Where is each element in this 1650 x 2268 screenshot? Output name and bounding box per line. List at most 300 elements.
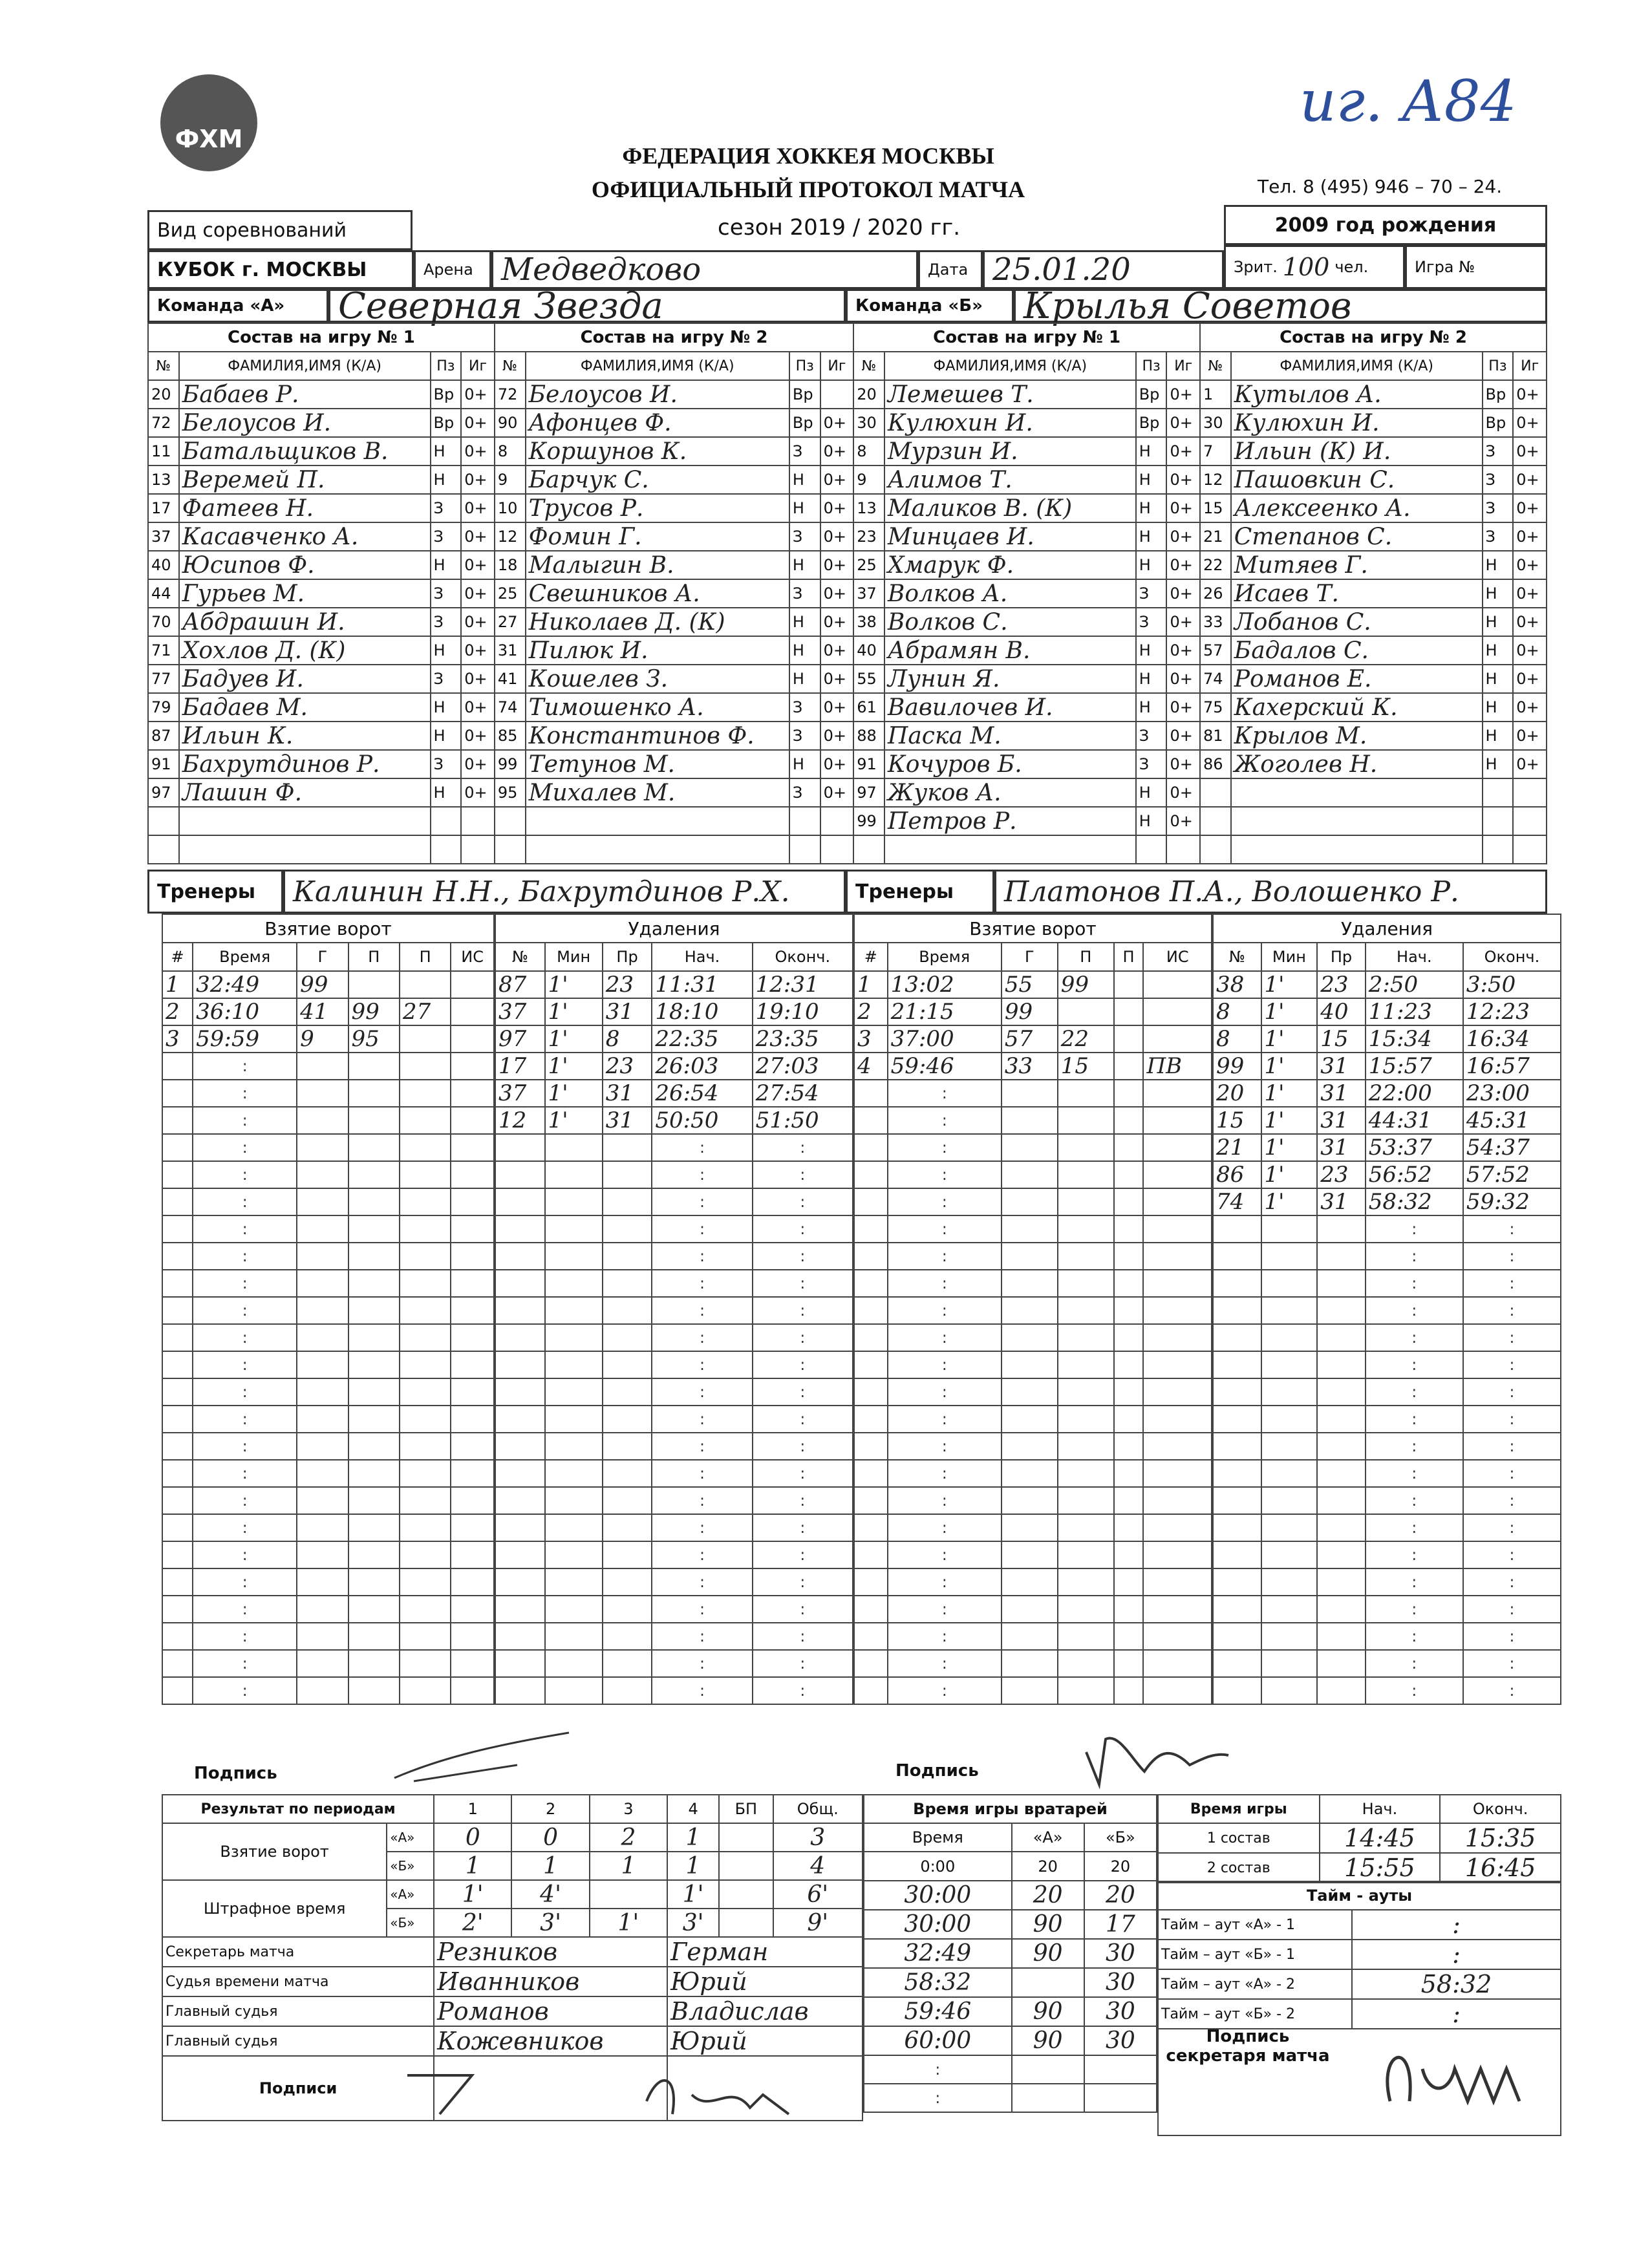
goals-b-cell	[854, 1161, 888, 1188]
goals-b-cell: :	[888, 1134, 1002, 1161]
roster-cell: 0+	[1513, 465, 1547, 494]
pens-b-cell	[1261, 1623, 1318, 1650]
goals-b-cell	[854, 1596, 888, 1623]
goals-a-row	[162, 1080, 494, 1107]
goals-b-cell: :	[888, 1677, 1002, 1704]
goals-b-cell	[1058, 1188, 1114, 1215]
pens-a-cell: 1'	[545, 1107, 603, 1134]
goals-b-cell	[854, 1297, 888, 1324]
roster-cell: 99	[495, 750, 526, 778]
gk-cell: 90	[1012, 1910, 1084, 1939]
pens-b-row	[1213, 1487, 1561, 1514]
pens-b-cell: 15:57	[1366, 1053, 1463, 1080]
pens-b-cell	[1261, 1677, 1318, 1704]
goals-b-cell	[854, 1460, 888, 1487]
pens-b-cell	[1213, 1677, 1261, 1704]
pens-a-cell: :	[753, 1677, 853, 1704]
pens-a-cell: :	[652, 1568, 752, 1596]
goals-a-cell	[348, 1378, 400, 1406]
goals-b-cell	[1058, 1433, 1114, 1460]
roster-cell: Михалев М.	[526, 778, 789, 807]
goals-b-cell	[1114, 1134, 1144, 1161]
roster-cell: Н	[789, 750, 820, 778]
period-value: 1	[667, 1823, 719, 1852]
roster-cell: Н	[1483, 579, 1514, 608]
pens-a-cell: :	[652, 1623, 752, 1650]
pens-b-cell: :	[1366, 1243, 1463, 1270]
roster-row	[148, 608, 1547, 636]
coaches-b-label: Тренеры	[846, 870, 994, 914]
pens-b-header-2: Пр	[1317, 943, 1366, 971]
goals-b-row	[854, 1596, 1212, 1623]
pens-a-cell	[603, 1623, 652, 1650]
roster-cell: З	[1136, 722, 1167, 750]
roster-cell: 33	[1200, 608, 1231, 636]
goals-a-cell	[348, 1514, 400, 1541]
period-header-0: 1	[434, 1795, 511, 1823]
pens-a-cell	[545, 1270, 603, 1297]
pens-a-cell: :	[652, 1650, 752, 1677]
goals-b-cell	[1002, 1568, 1058, 1596]
pens-b-cell	[1261, 1650, 1318, 1677]
goals-a-cell	[348, 1623, 400, 1650]
pens-b-cell	[1317, 1514, 1366, 1541]
pens-b-cell: 21	[1213, 1134, 1261, 1161]
roster-cell	[853, 835, 884, 864]
roster-cell: 22	[1200, 551, 1231, 579]
goals-a-cell	[348, 1188, 400, 1215]
roster-cell: 0+	[1166, 437, 1200, 465]
protocol-title: ОФИЦИАЛЬНЫЙ ПРОТОКОЛ МАТЧА	[591, 177, 1025, 202]
goals-a-cell	[348, 1243, 400, 1270]
pens-b-cell	[1317, 1215, 1366, 1243]
pens-b-cell: 2:50	[1366, 971, 1463, 998]
pens-a-row	[495, 1053, 853, 1080]
roster-cell: 91	[148, 750, 179, 778]
goals-a-cell	[162, 1677, 193, 1704]
roster-cell: Пилюк И.	[526, 636, 789, 665]
pens-b-cell	[1261, 1243, 1318, 1270]
pens-b-cell	[1261, 1596, 1318, 1623]
goals-a-row	[162, 1596, 494, 1623]
pens-a-row	[495, 1514, 853, 1541]
goals-a-cell: :	[193, 1297, 297, 1324]
roster-cell: Маликов В. (К)	[884, 494, 1136, 522]
goals-a-cell: 99	[297, 971, 348, 998]
pens-b-cell	[1317, 1270, 1366, 1297]
official-role: Секретарь матча	[162, 1937, 434, 1967]
goals-b-header-0: #	[854, 943, 888, 971]
goals-a-cell	[162, 1134, 193, 1161]
gk-cell: 20	[1012, 1881, 1084, 1910]
roster-cell: 7	[1200, 437, 1231, 465]
pens-b-cell: 11:23	[1366, 998, 1463, 1025]
goals-b-cell	[854, 1623, 888, 1650]
pens-a-cell	[603, 1324, 652, 1351]
pens-a-cell	[545, 1243, 603, 1270]
roster-cell: 0+	[461, 608, 495, 636]
roster-cell: 71	[148, 636, 179, 665]
goals-b-cell: :	[888, 1243, 1002, 1270]
goals-b-cell: 37:00	[888, 1025, 1002, 1053]
goals-b-cell	[1143, 1406, 1212, 1433]
goals-b-cell	[1143, 1324, 1212, 1351]
roster-cell: Волков А.	[884, 579, 1136, 608]
goals-b-cell	[854, 1080, 888, 1107]
timeout-label: Тайм – аут «Б» - 2	[1158, 1999, 1352, 2029]
goals-b-cell	[1114, 1324, 1144, 1351]
pens-b-row	[1213, 1433, 1561, 1460]
pens-b-cell: :	[1366, 1623, 1463, 1650]
goals-b-cell	[1058, 998, 1114, 1025]
roster-cell: Н	[1136, 665, 1167, 693]
goals-a-cell	[162, 1623, 193, 1650]
goals-b-cell	[1143, 1080, 1212, 1107]
roster-cell: Алимов Т.	[884, 465, 1136, 494]
goals-a-cell	[162, 1324, 193, 1351]
goals-b-cell: ПВ	[1143, 1053, 1212, 1080]
roster-cell	[1231, 778, 1483, 807]
penalties-a-table	[495, 914, 853, 1705]
pens-b-cell: 31	[1317, 1107, 1366, 1134]
goals-a-cell	[297, 1188, 348, 1215]
goals-a-cell	[451, 1053, 494, 1080]
gk-header-0: Время	[864, 1823, 1012, 1852]
pens-b-cell: :	[1366, 1406, 1463, 1433]
roster-row	[148, 807, 1547, 835]
period-value	[719, 1909, 773, 1937]
roster-cell	[1136, 835, 1167, 864]
roster-cell: Вр	[789, 380, 820, 409]
goals-b-cell	[1002, 1134, 1058, 1161]
pens-b-cell: :	[1463, 1596, 1561, 1623]
roster-cell	[820, 380, 854, 409]
official-role: Главный судья	[162, 2026, 434, 2056]
pens-b-cell: :	[1463, 1568, 1561, 1596]
team-b-label: Команда «Б»	[846, 289, 1014, 323]
goals-b-cell	[1143, 1514, 1212, 1541]
pens-a-row	[495, 1541, 853, 1568]
goals-b-cell	[1002, 1460, 1058, 1487]
goals-a-cell	[348, 1677, 400, 1704]
roster-cell: Афонцев Ф.	[526, 409, 789, 437]
goals-a-cell	[297, 1161, 348, 1188]
pens-a-cell	[495, 1487, 545, 1514]
gk-cell: 90	[1012, 2026, 1084, 2055]
pens-b-row	[1213, 1270, 1561, 1297]
pens-a-cell: 1'	[545, 1053, 603, 1080]
pens-a-row	[495, 1677, 853, 1704]
competition-label: Вид соревнований	[147, 210, 412, 250]
roster-cell: Н	[1483, 636, 1514, 665]
pens-a-cell: :	[753, 1650, 853, 1677]
roster-cell: Н	[431, 437, 462, 465]
goals-b-row	[854, 1514, 1212, 1541]
birth-year: 2009 год рождения	[1224, 205, 1547, 245]
pens-a-cell: 23	[603, 971, 652, 998]
pens-a-title: Удаления	[495, 914, 853, 943]
pens-b-cell: :	[1366, 1514, 1463, 1541]
goals-a-cell: :	[193, 1324, 297, 1351]
pens-a-cell	[603, 1270, 652, 1297]
goals-b-cell: 13:02	[888, 971, 1002, 998]
goals-a-cell	[348, 1053, 400, 1080]
goals-a-cell: :	[193, 1596, 297, 1623]
goals-b-row	[854, 1080, 1212, 1107]
pens-b-cell: 38	[1213, 971, 1261, 998]
goals-a-cell	[297, 1568, 348, 1596]
goals-a-cell	[451, 1677, 494, 1704]
goals-a-row	[162, 1541, 494, 1568]
roster-cell: Вр	[789, 409, 820, 437]
goals-b-cell	[1114, 1433, 1144, 1460]
gk-cell: 58:32	[864, 1968, 1012, 1997]
pens-b-cell: :	[1463, 1406, 1561, 1433]
roster-cell	[1513, 835, 1547, 864]
goals-a-cell	[400, 1215, 451, 1243]
roster-cell: З	[1136, 750, 1167, 778]
roster-cell: 37	[148, 522, 179, 551]
goals-b-row	[854, 971, 1212, 998]
goals-b-cell: :	[888, 1514, 1002, 1541]
pens-b-header-3: Нач.	[1366, 943, 1463, 971]
roster-cell	[148, 807, 179, 835]
pens-b-cell: :	[1463, 1378, 1561, 1406]
pens-a-cell	[603, 1487, 652, 1514]
pens-b-row	[1213, 1460, 1561, 1487]
pens-a-cell: :	[753, 1161, 853, 1188]
game-time-table	[1157, 1794, 1561, 1883]
roster-cell: Жоголев Н.	[1231, 750, 1483, 778]
pens-b-cell: :	[1366, 1351, 1463, 1378]
pens-a-cell: :	[652, 1297, 752, 1324]
roster-cell: 0+	[1166, 636, 1200, 665]
goals-a-title: Взятие ворот	[162, 914, 494, 943]
roster-cell: Лемешев Т.	[884, 380, 1136, 409]
federation-logo: ФХМ	[160, 74, 257, 171]
goals-b-cell	[1114, 1025, 1144, 1053]
roster-header-2-2: ФАМИЛИЯ,ИМЯ (К/А)	[526, 352, 789, 380]
goals-b-row	[854, 1623, 1212, 1650]
goals-a-cell: 59:59	[193, 1025, 297, 1053]
roster-cell: 0+	[461, 551, 495, 579]
goals-b-title: Взятие ворот	[854, 914, 1212, 943]
pens-b-cell	[1213, 1433, 1261, 1460]
goals-a-cell	[348, 1650, 400, 1677]
roster-cell	[148, 835, 179, 864]
roster-cell	[789, 807, 820, 835]
pens-a-cell: 27:03	[753, 1053, 853, 1080]
roster-cell: 23	[853, 522, 884, 551]
goals-a-cell	[451, 1406, 494, 1433]
goals-a-cell	[348, 1270, 400, 1297]
roster-cell: 87	[148, 722, 179, 750]
roster-cell: 0+	[1166, 551, 1200, 579]
pens-a-cell	[545, 1568, 603, 1596]
goals-a-cell: :	[193, 1677, 297, 1704]
period-value: 4'	[511, 1880, 589, 1909]
pens-a-cell: :	[652, 1487, 752, 1514]
goals-a-header-3: П	[348, 943, 400, 971]
goals-a-cell	[400, 1107, 451, 1134]
pens-a-cell	[603, 1406, 652, 1433]
pens-b-cell: :	[1366, 1677, 1463, 1704]
pens-b-cell: 1'	[1261, 1107, 1318, 1134]
roster-cell: З	[431, 608, 462, 636]
gk-cell: 60:00	[864, 2026, 1012, 2055]
period-header-5: Общ.	[773, 1795, 862, 1823]
team-a-short: «А»	[387, 1880, 434, 1909]
roster-cell: 0+	[820, 665, 854, 693]
goals-a-cell	[348, 1297, 400, 1324]
goals-b-cell	[1002, 1297, 1058, 1324]
roster-cell: 0+	[820, 608, 854, 636]
goals-b-cell	[1058, 1324, 1114, 1351]
goals-b-row	[854, 1406, 1212, 1433]
pens-b-cell: 3:50	[1463, 971, 1561, 998]
roster-cell: Лашин Ф.	[179, 778, 431, 807]
roster-cell: Алексеенко А.	[1231, 494, 1483, 522]
roster-cell: Н	[789, 465, 820, 494]
goals-b-cell	[1002, 1541, 1058, 1568]
roster-cell: 9	[853, 465, 884, 494]
pens-a-header-4: Оконч.	[753, 943, 853, 971]
goals-b-cell	[1143, 1215, 1212, 1243]
pens-a-cell: 37	[495, 1080, 545, 1107]
pens-a-cell	[545, 1324, 603, 1351]
pens-b-row	[1213, 971, 1561, 998]
goals-a-cell	[451, 1568, 494, 1596]
pens-b-cell	[1213, 1324, 1261, 1351]
roster-cell: З	[1483, 465, 1514, 494]
pens-a-cell: 37	[495, 998, 545, 1025]
roster-cell: 0+	[820, 722, 854, 750]
roster-cell: 74	[1200, 665, 1231, 693]
gk-cell: 30:00	[864, 1881, 1012, 1910]
pens-b-cell: 44:31	[1366, 1107, 1463, 1134]
goals-a-cell	[400, 1378, 451, 1406]
gk-title: Время игры вратарей	[864, 1795, 1157, 1823]
pens-b-cell	[1317, 1243, 1366, 1270]
goals-b-row	[854, 1161, 1212, 1188]
goals-a-row	[162, 1215, 494, 1243]
pens-a-cell: :	[753, 1243, 853, 1270]
goals-b-header-1: Время	[888, 943, 1002, 971]
roster-cell	[1513, 807, 1547, 835]
pens-a-cell: 8	[603, 1025, 652, 1053]
goals-b-row	[854, 1378, 1212, 1406]
period-header-2: 3	[590, 1795, 667, 1823]
pens-a-cell	[545, 1351, 603, 1378]
roster-cell	[495, 807, 526, 835]
roster-cell: Волков С.	[884, 608, 1136, 636]
roster-cell: Фатеев Н.	[179, 494, 431, 522]
roster-cell: Петров Р.	[884, 807, 1136, 835]
roster-cell: 9	[495, 465, 526, 494]
pens-a-cell: 12	[495, 1107, 545, 1134]
pens-a-cell: :	[753, 1215, 853, 1243]
pens-b-cell	[1317, 1596, 1366, 1623]
goals-b-cell: 99	[1002, 998, 1058, 1025]
roster-cell: 0+	[1166, 693, 1200, 722]
pens-b-cell	[1317, 1541, 1366, 1568]
goals-b-cell: :	[888, 1650, 1002, 1677]
pens-a-cell: :	[652, 1215, 752, 1243]
goals-b-row	[854, 1297, 1212, 1324]
roster-cell: Тимошенко А.	[526, 693, 789, 722]
time-cell: 2 состав	[1158, 1853, 1320, 1883]
goals-b-cell	[1058, 1460, 1114, 1487]
pens-a-cell	[495, 1161, 545, 1188]
roster-cell: 0+	[1166, 465, 1200, 494]
goals-b-cell	[1114, 1351, 1144, 1378]
pens-b-cell: 16:34	[1463, 1025, 1561, 1053]
roster-cell: Абрамян В.	[884, 636, 1136, 665]
goals-b-header-4: П	[1114, 943, 1144, 971]
goals-a-cell	[162, 1243, 193, 1270]
goals-b-cell	[854, 1270, 888, 1297]
goals-a-cell	[162, 1541, 193, 1568]
goals-b-cell	[1143, 971, 1212, 998]
pens-b-row	[1213, 1351, 1561, 1378]
roster-cell: 0+	[461, 750, 495, 778]
goals-b-cell	[1114, 1080, 1144, 1107]
goals-a-row	[162, 1514, 494, 1541]
time-cell: 15:35	[1440, 1823, 1561, 1853]
roster-cell: Паска М.	[884, 722, 1136, 750]
roster-cell: Жуков А.	[884, 778, 1136, 807]
pens-a-cell: :	[652, 1433, 752, 1460]
pens-b-cell	[1317, 1650, 1366, 1677]
roster-cell: 55	[853, 665, 884, 693]
roster-cell: 0+	[461, 437, 495, 465]
goals-a-cell	[451, 1107, 494, 1134]
roster-cell: 85	[495, 722, 526, 750]
goals-a-cell	[297, 1433, 348, 1460]
roster-cell	[1200, 835, 1231, 864]
goals-a-cell	[297, 1215, 348, 1243]
period-value: 1	[434, 1852, 511, 1880]
gk-cell: 90	[1012, 1997, 1084, 2026]
roster-header-2-3: Пз	[789, 352, 820, 380]
roster-cell	[431, 835, 462, 864]
pens-b-cell: :	[1463, 1324, 1561, 1351]
goals-a-row	[162, 971, 494, 998]
pens-a-cell	[545, 1134, 603, 1161]
goals-a-row	[162, 1188, 494, 1215]
goals-b-cell	[854, 1188, 888, 1215]
gk-cell: :	[864, 2084, 1012, 2112]
pens-a-row	[495, 1215, 853, 1243]
roster-cell: 13	[148, 465, 179, 494]
roster-cell: З	[431, 494, 462, 522]
roster-cell	[1200, 807, 1231, 835]
roster-cell: Кулюхин И.	[1231, 409, 1483, 437]
goals-b-cell	[854, 1107, 888, 1134]
pens-a-cell: :	[753, 1596, 853, 1623]
pens-a-row	[495, 1378, 853, 1406]
date-value: 25.01.20	[983, 250, 1224, 289]
roster-cell: Н	[1483, 750, 1514, 778]
goals-b-cell	[1058, 1270, 1114, 1297]
roster-cell: Н	[789, 494, 820, 522]
roster-cell: Н	[1483, 551, 1514, 579]
time-title: Время игры	[1158, 1795, 1320, 1823]
pens-b-row	[1213, 1053, 1561, 1080]
period-value: 1'	[667, 1880, 719, 1909]
roster-cell: Н	[1483, 608, 1514, 636]
roster-cell: 12	[495, 522, 526, 551]
